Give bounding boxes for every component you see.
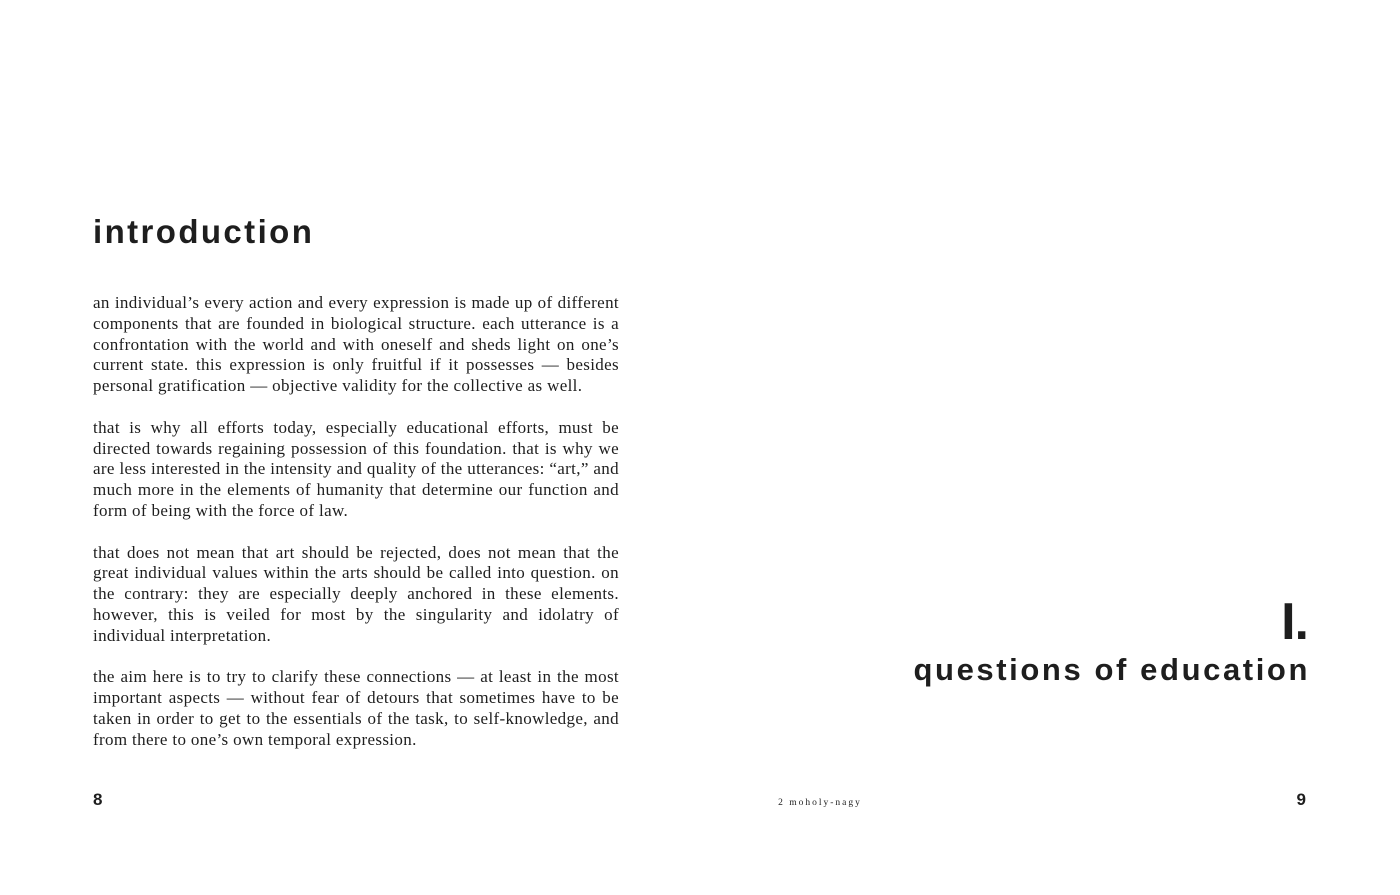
page-number-left: 8 [93,790,103,809]
paragraph: the aim here is to try to clarify these connections — at least in the most important aspects — without fear of detours that sometimes have to be taken in order to get to the essentials of the task, to self-knowledge, and from there to one’s own temporal expression. [93,667,619,749]
paragraph: that does not mean that art should be rejected, does not mean that the great individual values within the arts should be called into question. on the contrary: they are especially deeply anchored in these elements. however, this is veiled for most by the singularity and idolatry of individual interpretation. [93,542,619,645]
paragraph: an individual’s every action and every expression is made up of different components that are founded in biological structure. each utterance is a confrontation with the world and with oneself and sheds light on one’s current state. this expression is only fruitful if it possesses — besides personal gratification — objective validity for the collective as well. [93,293,619,396]
chapter-title: questions of education [913,652,1310,687]
section-heading: introduction [93,213,315,250]
running-head: 2 moholy-nagy [778,798,862,808]
page-number-right: 9 [1296,790,1306,809]
paragraph: that is why all efforts today, especially educational efforts, must be directed towards regaining possession of this foundation. that is why we are less interested in the intensity and quality of the utterances: “art,” and much more in the elements of humanity that determine our function and form of being with the force of law. [93,417,619,520]
body-text [93,293,619,751]
chapter-number: I. [1281,593,1308,651]
chapter-title-block [913,593,1311,688]
